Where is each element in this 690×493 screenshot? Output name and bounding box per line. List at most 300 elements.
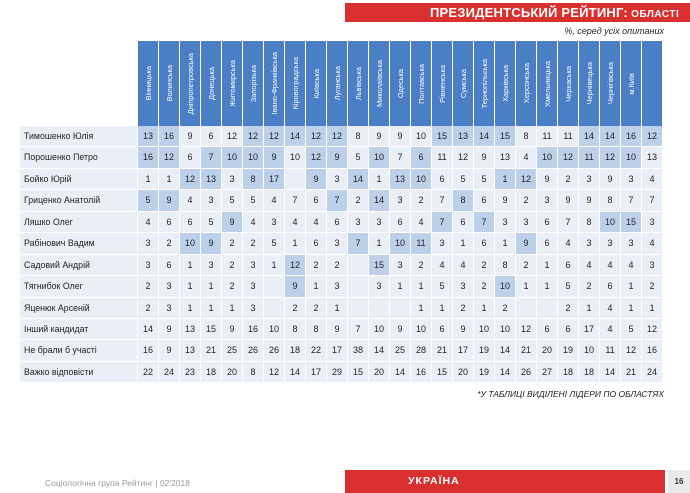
region-header-label: Чернігівська [605, 62, 615, 105]
table-cell: 6 [431, 169, 452, 190]
table-cell [536, 298, 557, 319]
candidate-name: Тимошенко Юлія [20, 126, 137, 147]
table-cell: 9 [158, 319, 179, 340]
table-cell: 9 [179, 126, 200, 147]
table-cell: 14 [599, 126, 620, 147]
table-cell: 1 [410, 298, 431, 319]
table-cell: 1 [179, 298, 200, 319]
table-cell: 12 [263, 362, 284, 383]
table-cell: 4 [641, 233, 662, 254]
table-cell: 10 [284, 147, 305, 168]
region-header-label: Вінницька [143, 66, 153, 101]
table-cell: 14 [473, 126, 494, 147]
table-cell: 10 [410, 319, 431, 340]
region-header [305, 40, 326, 126]
region-header-label: Чернівецька [584, 62, 594, 105]
table-cell: 10 [368, 319, 389, 340]
table-cell: 11 [410, 233, 431, 254]
table-cell: 15 [431, 362, 452, 383]
table-cell: 21 [200, 340, 221, 361]
table-cell: 12 [305, 147, 326, 168]
region-header [431, 40, 452, 126]
table-cell: 1 [326, 298, 347, 319]
table-cell: 7 [389, 147, 410, 168]
table-cell: 1 [620, 298, 641, 319]
table-cell: 11 [431, 147, 452, 168]
table-cell: 11 [578, 147, 599, 168]
table-cell: 4 [599, 319, 620, 340]
table-cell: 6 [179, 147, 200, 168]
table-cell: 13 [179, 340, 200, 361]
region-header-label: Кіровоградська [290, 57, 300, 110]
table-cell: 19 [557, 340, 578, 361]
table-cell: 3 [368, 212, 389, 233]
table-cell: 20 [536, 340, 557, 361]
table-cell: 3 [389, 255, 410, 276]
table-cell: 26 [263, 340, 284, 361]
table-cell: 9 [284, 276, 305, 297]
region-header [221, 40, 242, 126]
table-cell: 10 [599, 212, 620, 233]
table-cell: 6 [473, 233, 494, 254]
table-cell: 13 [389, 169, 410, 190]
table-cell: 3 [578, 169, 599, 190]
table-cell: 6 [158, 255, 179, 276]
table-cell: 2 [557, 298, 578, 319]
table-cell [389, 298, 410, 319]
table-cell: 15 [368, 255, 389, 276]
table-cell: 2 [473, 276, 494, 297]
table-cell: 1 [536, 276, 557, 297]
table-cell: 17 [578, 319, 599, 340]
table-cell: 2 [305, 298, 326, 319]
table-cell: 14 [494, 340, 515, 361]
table-cell: 1 [284, 233, 305, 254]
table-cell: 14 [494, 362, 515, 383]
table-cell: 3 [242, 255, 263, 276]
table-cell: 9 [305, 169, 326, 190]
table-cell: 12 [452, 147, 473, 168]
table-cell: 10 [242, 147, 263, 168]
table-cell: 26 [515, 362, 536, 383]
table-cell: 1 [368, 233, 389, 254]
table-cell: 10 [494, 276, 515, 297]
table-cell: 6 [158, 212, 179, 233]
table-cell: 20 [452, 362, 473, 383]
table-cell: 38 [347, 340, 368, 361]
table-cell: 9 [389, 126, 410, 147]
table-cell: 4 [431, 255, 452, 276]
region-header-label: Запорізька [248, 64, 258, 103]
slide-title: ПРЕЗИДЕНТСЬКИЙ РЕЙТИНГ: [430, 5, 628, 20]
table-cell: 6 [305, 233, 326, 254]
candidate-name: Ляшко Олег [20, 212, 137, 233]
table-cell: 2 [284, 298, 305, 319]
table-cell: 9 [494, 190, 515, 211]
table-cell: 6 [326, 212, 347, 233]
table-cell: 7 [557, 212, 578, 233]
table-cell: 2 [326, 255, 347, 276]
region-header-label: Одеська [395, 68, 405, 99]
table-cell: 13 [494, 147, 515, 168]
table-cell: 15 [347, 362, 368, 383]
table-cell: 21 [515, 340, 536, 361]
table-cell: 6 [536, 319, 557, 340]
table-cell: 25 [389, 340, 410, 361]
candidate-name: Садовий Андрій [20, 255, 137, 276]
table-cell: 2 [494, 298, 515, 319]
table-cell: 11 [599, 340, 620, 361]
table-cell: 28 [410, 340, 431, 361]
table-cell: 9 [599, 169, 620, 190]
table-cell: 16 [158, 126, 179, 147]
table-cell: 2 [137, 276, 158, 297]
region-header-label: Івано-Франківська [269, 52, 279, 115]
table-cell [515, 298, 536, 319]
table-cell: 4 [452, 255, 473, 276]
table-cell: 5 [200, 212, 221, 233]
region-header [536, 40, 557, 126]
table-cell: 1 [536, 255, 557, 276]
table-cell: 6 [536, 212, 557, 233]
table-cell: 9 [536, 169, 557, 190]
table-cell: 9 [326, 319, 347, 340]
region-header-label: Львівська [353, 66, 363, 101]
region-header [137, 40, 158, 126]
table-cell: 7 [347, 319, 368, 340]
table-cell: 10 [368, 147, 389, 168]
table-cell: 12 [221, 126, 242, 147]
table-cell: 4 [557, 233, 578, 254]
table-cell: 6 [431, 319, 452, 340]
table-cell: 2 [515, 190, 536, 211]
table-cell: 2 [221, 233, 242, 254]
table-cell: 16 [620, 126, 641, 147]
table-cell: 15 [431, 126, 452, 147]
table-cell: 4 [515, 147, 536, 168]
table-cell: 5 [263, 233, 284, 254]
region-header [368, 40, 389, 126]
table-cell: 12 [599, 147, 620, 168]
table-cell: 14 [389, 362, 410, 383]
table-cell: 13 [452, 126, 473, 147]
table-cell: 17 [326, 340, 347, 361]
table-cell: 15 [620, 212, 641, 233]
table-cell: 2 [305, 255, 326, 276]
table-cell: 4 [599, 298, 620, 319]
table-cell: 9 [221, 212, 242, 233]
rating-table [20, 40, 662, 383]
table-cell: 4 [620, 255, 641, 276]
table-cell: 10 [410, 126, 431, 147]
table-cell: 2 [137, 298, 158, 319]
candidate-name: Інший кандидат [20, 319, 137, 340]
table-cell: 8 [242, 362, 263, 383]
table-cell: 12 [641, 126, 662, 147]
table-cell: 14 [599, 362, 620, 383]
table-cell: 3 [158, 298, 179, 319]
table-cell: 3 [431, 233, 452, 254]
footer-bar [345, 470, 665, 493]
table-cell: 3 [515, 212, 536, 233]
table-cell: 2 [641, 276, 662, 297]
table-cell: 9 [515, 233, 536, 254]
table-cell: 12 [641, 319, 662, 340]
table-cell [347, 298, 368, 319]
table-cell: 3 [452, 276, 473, 297]
table-cell: 21 [431, 340, 452, 361]
region-header [557, 40, 578, 126]
table-cell: 20 [221, 362, 242, 383]
table-cell: 9 [263, 147, 284, 168]
table-cell: 1 [368, 169, 389, 190]
table-cell: 14 [137, 319, 158, 340]
table-cell: 18 [200, 362, 221, 383]
table-cell: 2 [221, 255, 242, 276]
table-cell: 3 [158, 276, 179, 297]
table-cell: 4 [263, 190, 284, 211]
region-header [641, 40, 662, 126]
region-header [326, 40, 347, 126]
table-cell: 29 [326, 362, 347, 383]
table-cell: 3 [599, 233, 620, 254]
table-cell: 18 [557, 362, 578, 383]
region-header-label: Житомирська [227, 60, 237, 107]
region-header [599, 40, 620, 126]
table-cell: 6 [179, 212, 200, 233]
table-cell: 7 [620, 190, 641, 211]
table-cell: 12 [179, 169, 200, 190]
table-cell: 27 [536, 362, 557, 383]
footer-country: УКРАЇНА [408, 475, 460, 487]
region-header-label: Миколаївська [374, 60, 384, 107]
table-cell: 13 [200, 169, 221, 190]
table-cell: 9 [368, 126, 389, 147]
table-cell: 11 [536, 126, 557, 147]
table-cell: 18 [578, 362, 599, 383]
table-cell: 10 [263, 319, 284, 340]
table-cell: 19 [473, 340, 494, 361]
table-cell: 1 [641, 298, 662, 319]
table-cell: 6 [305, 190, 326, 211]
region-header [389, 40, 410, 126]
table-cell [263, 276, 284, 297]
table-cell: 8 [452, 190, 473, 211]
candidate-name: Бойко Юрій [20, 169, 137, 190]
candidate-name: Не брали б участі [20, 340, 137, 361]
table-cell: 3 [137, 233, 158, 254]
table-cell: 12 [263, 126, 284, 147]
table-cell: 3 [326, 276, 347, 297]
candidate-name: Тягнибок Олег [20, 276, 137, 297]
table-cell: 5 [347, 147, 368, 168]
candidate-name: Гриценко Анатолій [20, 190, 137, 211]
table-cell: 2 [221, 276, 242, 297]
table-cell: 9 [473, 147, 494, 168]
table-cell: 10 [536, 147, 557, 168]
table-cell: 3 [200, 255, 221, 276]
table-cell: 5 [452, 169, 473, 190]
table-cell: 14 [284, 362, 305, 383]
region-header-label: Черкаська [563, 65, 573, 102]
region-header-label: Херсонська [521, 63, 531, 104]
table-cell: 1 [578, 298, 599, 319]
table-cell: 7 [284, 190, 305, 211]
table-cell: 4 [284, 212, 305, 233]
table-cell: 1 [221, 298, 242, 319]
table-cell: 6 [452, 212, 473, 233]
table-cell: 4 [242, 212, 263, 233]
candidate-name: Рабінович Вадим [20, 233, 137, 254]
table-cell: 3 [221, 169, 242, 190]
table-cell: 4 [410, 212, 431, 233]
table-cell: 17 [263, 169, 284, 190]
candidate-name: Порошенко Петро [20, 147, 137, 168]
table-cell: 3 [137, 255, 158, 276]
header-corner [20, 40, 137, 126]
region-header-label: Рівненська [437, 64, 447, 103]
table-cell: 5 [557, 276, 578, 297]
table-cell: 4 [137, 212, 158, 233]
table-cell: 3 [326, 233, 347, 254]
table-cell: 10 [221, 147, 242, 168]
table-cell: 1 [158, 169, 179, 190]
region-header-label: Донецька [206, 67, 216, 100]
region-header [620, 40, 641, 126]
table-cell: 2 [410, 190, 431, 211]
table-cell: 2 [158, 233, 179, 254]
region-header-label: Тернопільська [479, 58, 489, 109]
table-cell [284, 169, 305, 190]
table-cell: 3 [242, 276, 263, 297]
table-cell: 8 [305, 319, 326, 340]
table-cell: 8 [347, 126, 368, 147]
table-cell: 3 [242, 298, 263, 319]
table-cell: 7 [347, 233, 368, 254]
table-subtitle: %, серед усіх опитаних [564, 26, 664, 36]
table-cell: 9 [158, 340, 179, 361]
table-cell: 16 [641, 340, 662, 361]
table-cell: 8 [578, 212, 599, 233]
table-cell: 3 [641, 212, 662, 233]
table-cell: 4 [641, 169, 662, 190]
table-cell: 2 [347, 190, 368, 211]
table-cell: 8 [494, 255, 515, 276]
table-cell: 22 [305, 340, 326, 361]
table-cell: 1 [389, 276, 410, 297]
table-cell: 6 [557, 255, 578, 276]
table-cell: 14 [368, 190, 389, 211]
table-cell: 3 [494, 212, 515, 233]
table-cell: 25 [221, 340, 242, 361]
table-cell: 9 [578, 190, 599, 211]
table-cell: 1 [494, 233, 515, 254]
table-cell: 16 [410, 362, 431, 383]
table-cell: 6 [389, 212, 410, 233]
table-cell: 12 [242, 126, 263, 147]
table-cell: 12 [515, 169, 536, 190]
slide-title-sub: ОБЛАСТІ [627, 9, 680, 20]
table-cell: 2 [452, 298, 473, 319]
candidate-name: Важко відповісти [20, 362, 137, 383]
table-cell: 12 [305, 126, 326, 147]
table-cell: 3 [389, 190, 410, 211]
table-cell: 1 [515, 276, 536, 297]
table-cell: 4 [305, 212, 326, 233]
footnote: *У ТАБЛИЦІ ВИДІЛЕНІ ЛІДЕРИ ПО ОБЛАСТЯХ [477, 389, 664, 399]
table-cell: 21 [620, 362, 641, 383]
table-cell: 4 [578, 255, 599, 276]
table-cell: 1 [494, 169, 515, 190]
table-cell: 3 [641, 255, 662, 276]
table-cell: 19 [473, 362, 494, 383]
table-cell: 2 [578, 276, 599, 297]
table-cell: 22 [137, 362, 158, 383]
table-cell: 7 [641, 190, 662, 211]
table-cell: 3 [368, 276, 389, 297]
table-cell: 3 [578, 233, 599, 254]
table-cell: 5 [137, 190, 158, 211]
region-header [263, 40, 284, 126]
table-cell: 4 [179, 190, 200, 211]
table-cell [263, 298, 284, 319]
table-cell [347, 255, 368, 276]
table-cell: 10 [620, 147, 641, 168]
table-cell: 12 [620, 340, 641, 361]
region-header [158, 40, 179, 126]
table-cell: 14 [368, 340, 389, 361]
table-cell: 12 [284, 255, 305, 276]
table-cell: 8 [599, 190, 620, 211]
table-cell: 2 [557, 169, 578, 190]
table-cell: 1 [179, 276, 200, 297]
region-header-label: Полтавська [416, 63, 426, 104]
table-cell: 9 [326, 147, 347, 168]
table-cell: 1 [620, 276, 641, 297]
region-header [578, 40, 599, 126]
table-cell: 1 [305, 276, 326, 297]
footer-org: Соціологічна група Рейтинг | 02'2018 [45, 478, 190, 488]
table-cell: 12 [158, 147, 179, 168]
table-cell: 24 [158, 362, 179, 383]
table-cell: 14 [578, 126, 599, 147]
table-cell: 3 [620, 169, 641, 190]
table-cell: 7 [431, 190, 452, 211]
table-cell: 1 [200, 276, 221, 297]
table-cell: 9 [452, 319, 473, 340]
table-cell: 11 [557, 126, 578, 147]
region-header [347, 40, 368, 126]
candidate-name: Яценюк Арсеній [20, 298, 137, 319]
region-header [410, 40, 431, 126]
table-cell: 16 [137, 147, 158, 168]
table-cell: 1 [137, 169, 158, 190]
table-cell: 5 [242, 190, 263, 211]
region-header-label: Луганська [332, 66, 342, 101]
table-cell: 12 [557, 147, 578, 168]
region-header [179, 40, 200, 126]
table-cell: 13 [137, 126, 158, 147]
region-header-label: м.Київ [626, 72, 636, 95]
table-cell [347, 276, 368, 297]
table-cell: 6 [200, 126, 221, 147]
table-cell: 17 [452, 340, 473, 361]
table-cell: 23 [179, 362, 200, 383]
table-cell: 10 [410, 169, 431, 190]
table-cell: 18 [284, 340, 305, 361]
table-cell: 9 [158, 190, 179, 211]
region-header [494, 40, 515, 126]
